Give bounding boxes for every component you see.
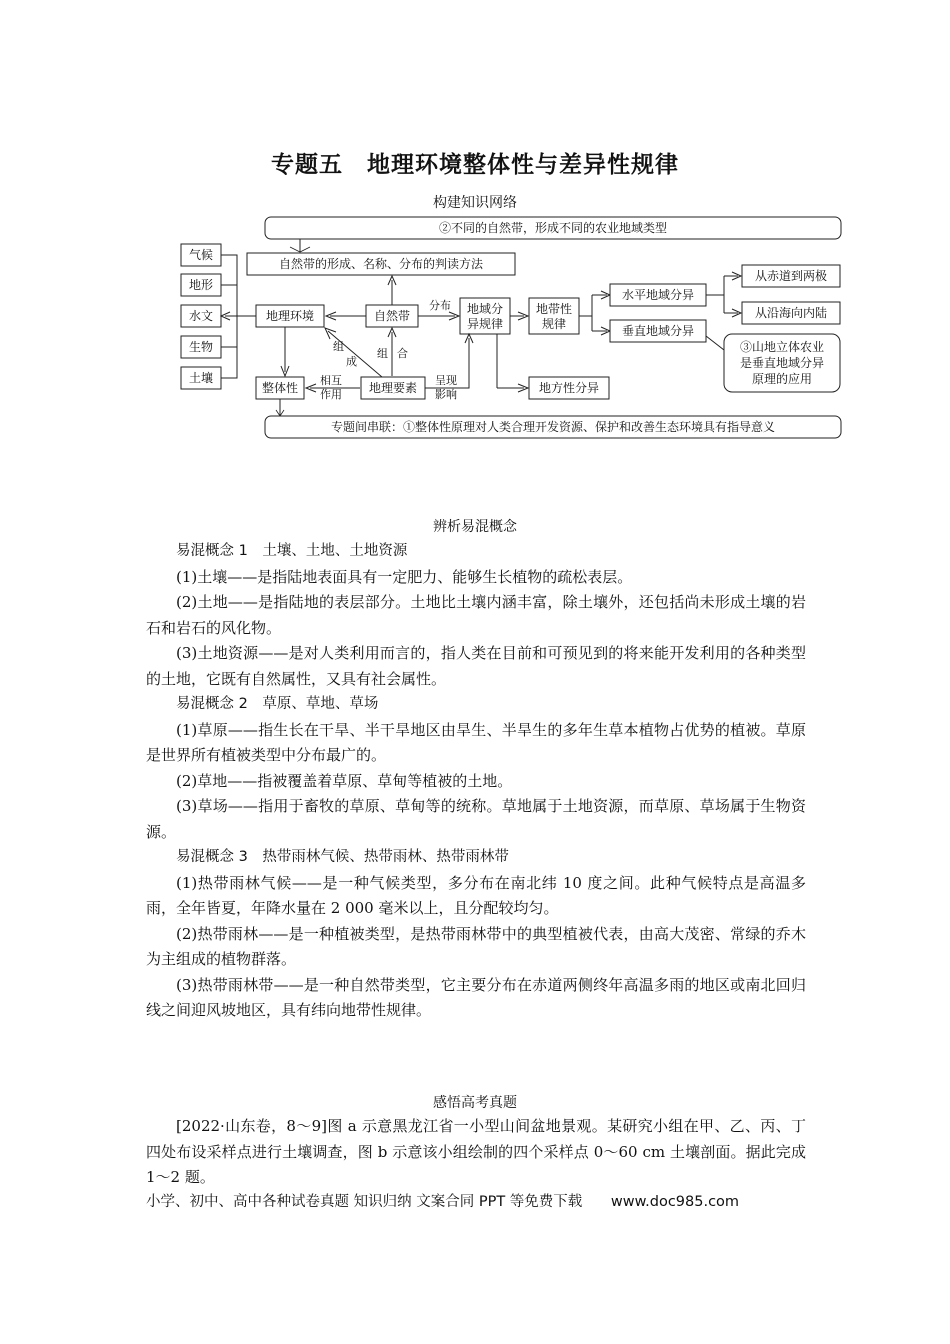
element-climate: 气候 (188, 248, 214, 262)
exam-intro: [2022·山东卷，8～9]图 a 示意黑龙江省一小型山间盆地景观。某研究小组在甲、乙、丙、丁四处布设采样点进行土壤调查，图 b 示意该小组绘制的四个采样点 0～60 cm 土壤剖面。据此完成 1～2 题。 (146, 1117, 806, 1186)
concept-2-p1: (1)草原——指生长在干旱、半干旱地区由旱生、半旱生的多年生草本植物占优势的植被。草原是世界所有植被类型中分布最广的。 (146, 720, 806, 764)
present-label-2: 影响 (435, 388, 457, 401)
footer-url[interactable]: www.doc985.com (610, 1194, 740, 1210)
fenbu-label: 分布 (429, 299, 451, 312)
element-biology: 生物 (188, 340, 214, 354)
concept-1-label: 易混概念 1 土壤、土地、土地资源 (176, 543, 408, 559)
present-label-1: 呈现 (435, 374, 457, 387)
bottom-banner-text: 专题间串联：①整体性原理对人类合理开发资源、保护和改善生态环境具有指导意义 (330, 420, 776, 434)
natural-belt-text: 自然带 (373, 309, 411, 323)
local-text: 地方性分异 (538, 381, 600, 395)
concept-1-p1: (1)土壤——是指陆地表面具有一定肥力、能够生长植物的疏松表层。 (176, 567, 633, 586)
concept-2-p3: (3)草场——指用于畜牧的草原、草甸等的统称。草地属于土地资源，而草原、草场属于生物资源。 (146, 797, 806, 841)
interact-label-2: 作用 (320, 388, 342, 401)
interact-label-1: 相互 (320, 374, 342, 387)
geo-elements-text: 地理要素 (368, 381, 418, 395)
horizontal-text: 水平地域分异 (621, 288, 695, 302)
concept-3-p3: (3)热带雨林带——是一种自然带类型，它主要分布在赤道两侧终年高温多雨的地区或南北回归线之间迎风坡地区，具有纬向地带性规律。 (146, 975, 806, 1019)
section-heading-network: 构建知识网络 (433, 195, 517, 211)
exam-body (146, 1114, 806, 1191)
cheng-label: 成 (346, 355, 357, 368)
footer-text: 小学、初中、高中各种试卷真题 知识归纳 文案合同 PPT 等免费下载 (146, 1194, 583, 1210)
concept-1-p3: (3)土地资源——是对人类利用而言的，指人类在目前和可预见到的将来能开发利用的各种类型的土地，它既有自然属性，又具有社会属性。 (146, 644, 806, 688)
section-heading-concepts: 辨析易混概念 (433, 519, 517, 535)
concept-3-p2: (2)热带雨林——是一种植被类型，是热带雨林带中的典型植被代表，由高大茂密、常绿的乔木为主组成的植物群落。 (146, 924, 806, 968)
zu-label: 组 (333, 340, 344, 353)
concept-2-p2: (2)草地——指被覆盖着草原、草甸等植被的土地。 (176, 771, 513, 790)
equator-text: 从赤道到两极 (754, 269, 828, 283)
zu2-label: 组 (377, 347, 388, 360)
regional-law-text-1: 地域分 (466, 302, 504, 316)
mountain-note-1: ③山地立体农业 (739, 340, 825, 354)
concepts-body (146, 539, 806, 1024)
coast-text: 从沿海向内陆 (754, 306, 828, 320)
element-soil: 土壤 (188, 371, 214, 385)
zonal-law-text-2: 规律 (541, 317, 567, 331)
geo-env-text: 地理环境 (265, 309, 315, 323)
zonal-law-text-1: 地带性 (535, 302, 573, 316)
concept-1-p2: (2)土地——是指陆地的表层部分。土地比土壤内涵丰富，除土壤外，还包括尚未形成土壤的岩石和岩石的风化物。 (146, 593, 806, 637)
section-heading-exam: 感悟高考真题 (433, 1095, 517, 1111)
knowledge-network-diagram (0, 0, 950, 460)
element-landform: 地形 (188, 278, 214, 292)
method-text: 自然带的形成、名称、分布的判读方法 (278, 257, 484, 271)
footer (146, 1190, 806, 1211)
concept-2-label: 易混概念 2 草原、草地、草场 (176, 696, 379, 712)
mountain-note-2: 是垂直地域分异 (739, 356, 825, 370)
concept-3-p1: (1)热带雨林气候——是一种气候类型，多分布在南北纬 10 度之间。此种气候特点是高温多雨，全年皆夏，年降水量在 2 000 毫米以上，且分配较均匀。 (146, 873, 806, 917)
vertical-text: 垂直地域分异 (621, 324, 695, 338)
whole-text: 整体性 (261, 381, 299, 395)
page-title: 专题五 地理环境整体性与差异性规律 (271, 152, 679, 178)
he-label: 合 (397, 347, 408, 360)
top-banner-text: ②不同的自然带，形成不同的农业地域类型 (438, 221, 668, 235)
concept-3-label: 易混概念 3 热带雨林气候、热带雨林、热带雨林带 (176, 849, 509, 865)
element-hydrology: 水文 (188, 309, 214, 323)
regional-law-text-2: 异规律 (466, 317, 504, 331)
mountain-note-3: 原理的应用 (751, 372, 813, 386)
